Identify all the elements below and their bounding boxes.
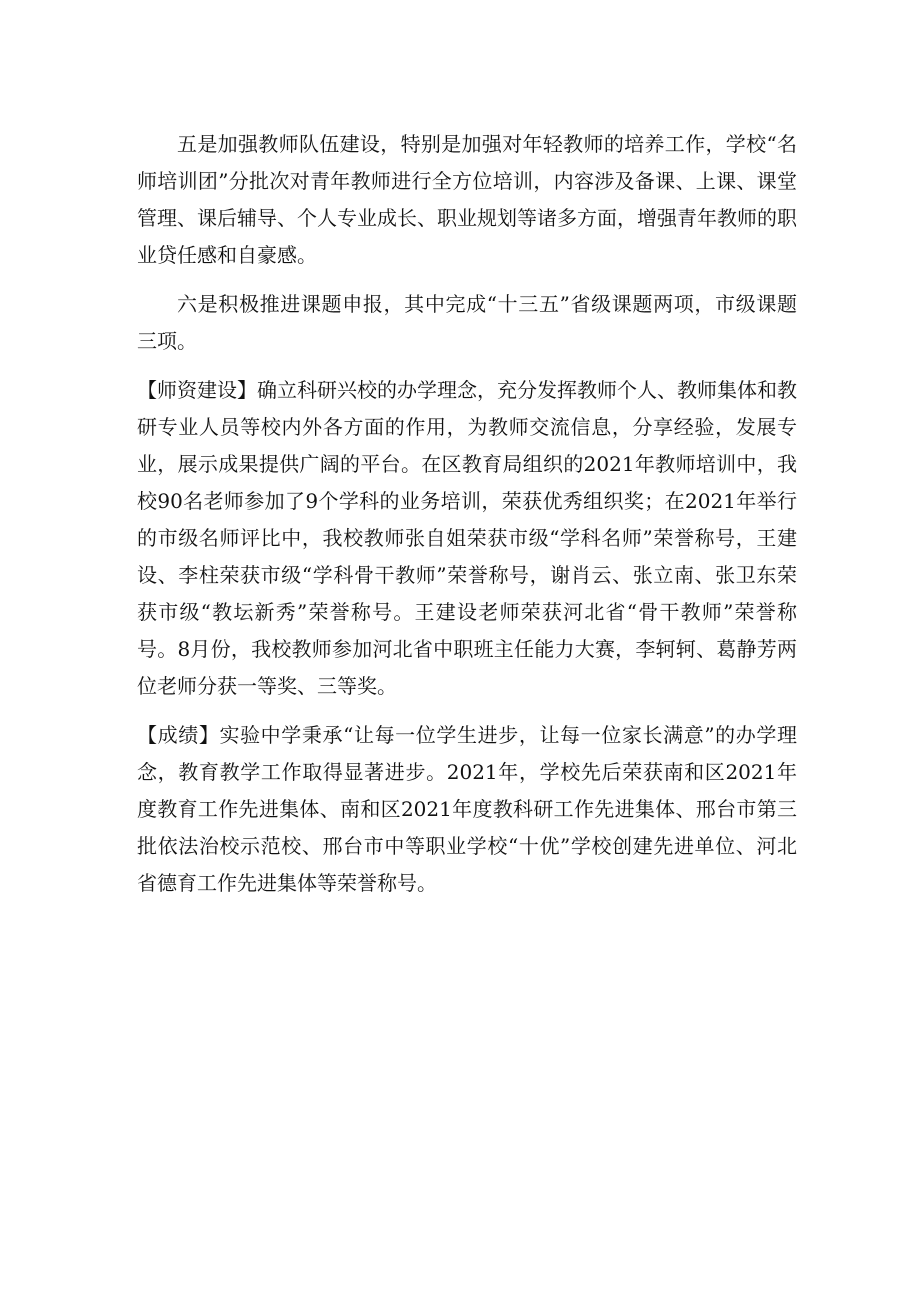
- section-label: 【师资建设】: [137, 378, 257, 402]
- paragraph-faculty-building: [137, 372, 797, 705]
- section-label: 【成绩】: [137, 723, 220, 747]
- paragraph-text: 实验中学秉承“让每一位学生进步，让每一位家长满意”的办学理念，教育教学工作取得显著进步。2021年，学校先后荣获南和区2021年度教育工作先进集体、南和区2021年度教科研工作先进集体、邢台市第三批依法治校示范校、邢台市中等职业学校“十优”学校创建先进单位、河北省德育工作先进集体等荣誉称号。: [137, 723, 798, 895]
- paragraph-achievements: [137, 717, 797, 902]
- paragraph-teacher-team: [137, 126, 797, 274]
- paragraph-text: 确立科研兴校的办学理念，充分发挥教师个人、教师集体和教研专业人员等校内外各方面的作用，为教师交流信息，分享经验，发展专业，展示成果提供广阔的平台。在区教育局组织的2021年教师培训中，我校90名老师参加了9个学科的业务培训，荣获优秀组织奖；在2021年举行的市级名师评比中，我校教师张自姐荣获市级“学科名师”荣誉称号，王建设、李柱荣获市级“学科骨干教师”荣誉称号，谢肖云、张立南、张卫东荣获市级“教坛新秀”荣誉称号。王建设老师荣获河北省“骨干教师”荣誉称号。8月份，我校教师参加河北省中职班主任能力大赛，李轲轲、葛静芳两位老师分获一等奖、三等奖。: [137, 378, 797, 698]
- paragraph-text: 六是积极推进课题申报，其中完成“十三五”省级课题两项，市级课题三项。: [137, 292, 797, 353]
- paragraph-research-projects: [137, 286, 797, 360]
- document-body: [137, 126, 797, 914]
- paragraph-text: 五是加强教师队伍建设，特别是加强对年轻教师的培养工作，学校“名师培训团”分批次对青年教师进行全方位培训，内容涉及备课、上课、课堂管理、课后辅导、个人专业成长、职业规划等诸多方面，增强青年教师的职业贷任感和自豪感。: [137, 132, 797, 267]
